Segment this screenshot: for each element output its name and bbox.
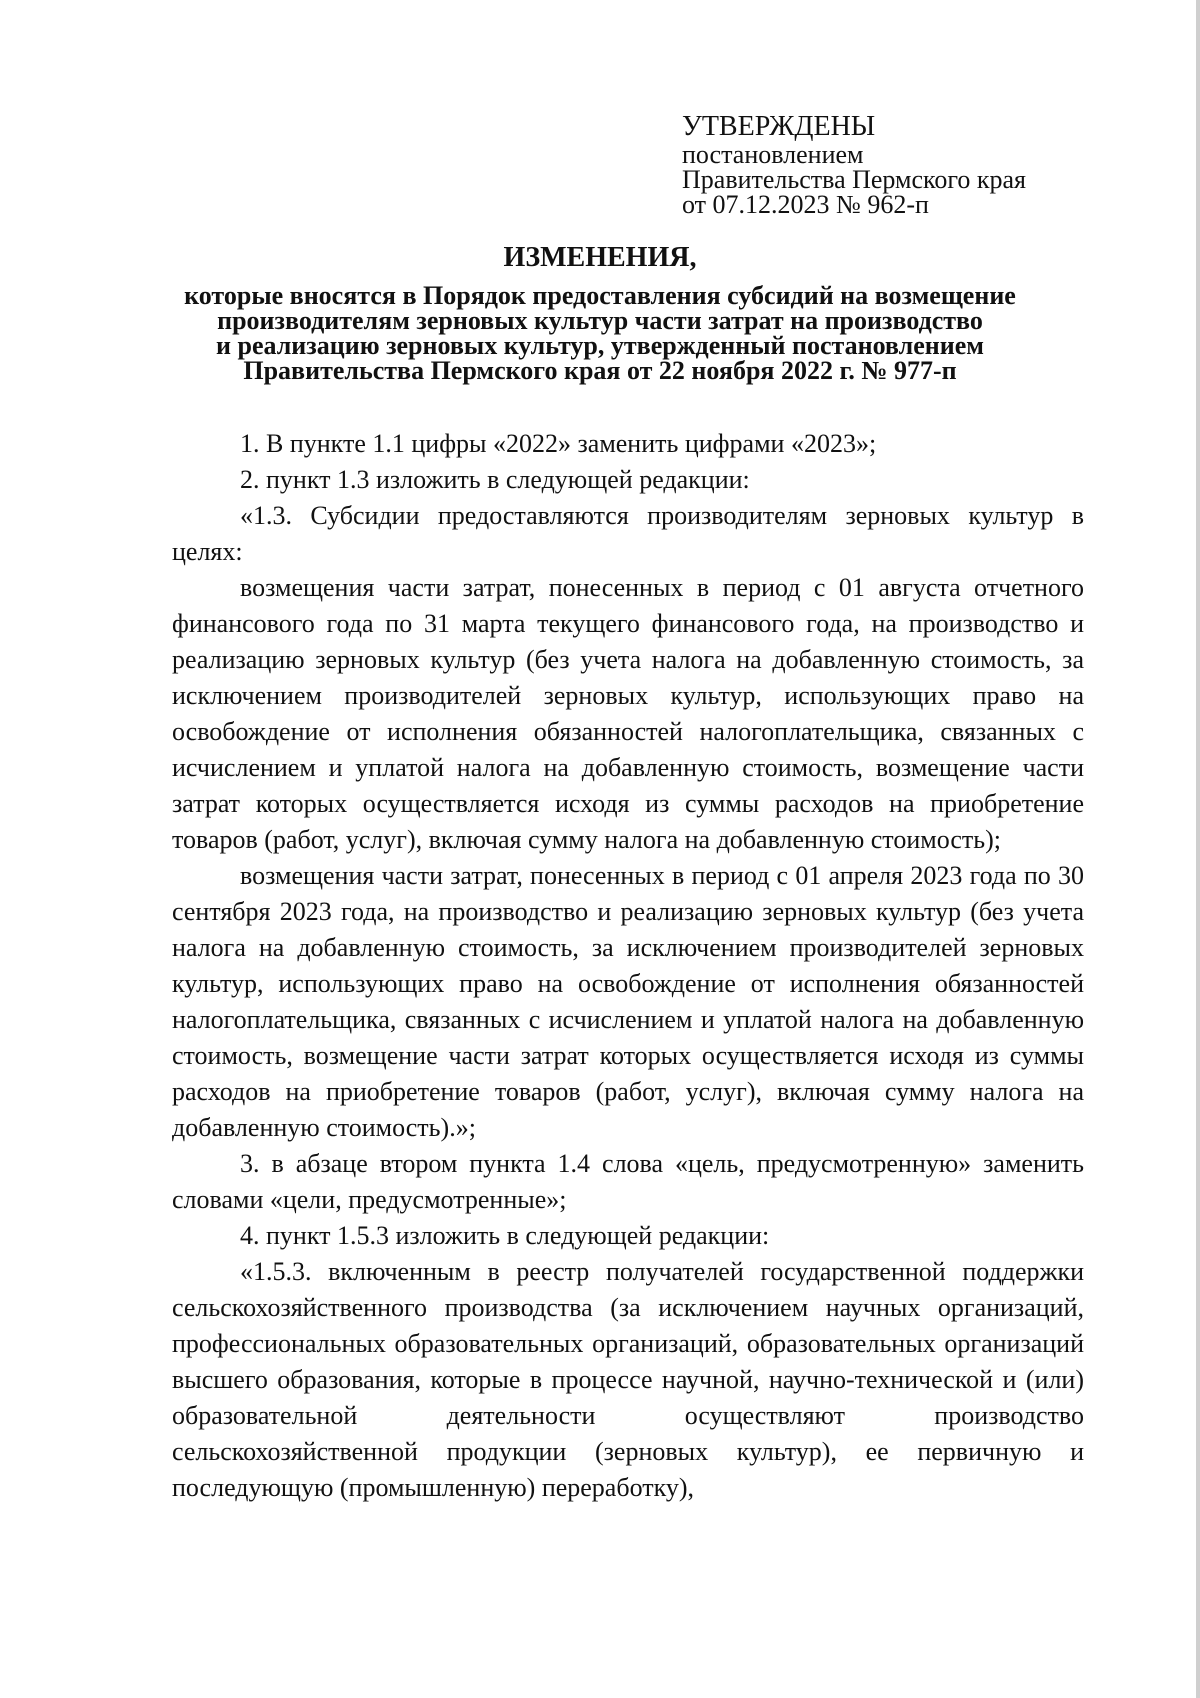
paragraph-1: 1. В пункте 1.1 цифры «2022» заменить цифрами «2023»; bbox=[240, 429, 877, 458]
approval-stamp-block bbox=[682, 112, 1152, 217]
paragraph-6: 3. в абзаце втором пункта 1.4 слова «цель, предусмотренную» заменить словами «цели, предусмотренные»; bbox=[172, 1149, 1084, 1214]
paragraph-8: «1.5.3. включенным в реестр получателей государственной поддержки сельскохозяйственного производства (за исключением научных организаций, профессиональных образовательных организаций, образовательных организаций высшего образования, которые в процессе научной, научно-технической и (или) образовательной деятельности осуществляют производство сельскохозяйственной продукции (зерновых культур), ее первичную и последующую (промышленную) переработку), bbox=[172, 1257, 1084, 1502]
approval-line-1: постановлением bbox=[682, 140, 864, 169]
subtitle-line-3: и реализацию зерновых культур, утвержденный постановлением bbox=[216, 331, 984, 360]
paragraph-7: 4. пункт 1.5.3 изложить в следующей редакции: bbox=[240, 1221, 770, 1250]
subtitle-line-4: Правительства Пермского края от 22 ноября 2022 г. № 977-п bbox=[243, 356, 957, 385]
subtitle-line-2: производителям зерновых культур части затрат на производство bbox=[217, 306, 983, 335]
approval-line-3: от 07.12.2023 № 962-п bbox=[682, 190, 929, 219]
approval-title: УТВЕРЖДЕНЫ bbox=[682, 111, 876, 142]
subtitle-line-1: которые вносятся в Порядок предоставления субсидий на возмещение bbox=[184, 281, 1016, 310]
document-subtitle bbox=[150, 283, 1050, 383]
paragraph-4: возмещения части затрат, понесенных в период с 01 августа отчетного финансового года по 31 марта текущего финансового года, на производство и реализацию зерновых культур (без учета налога на добавленную стоимость, за исключением производителей зерновых культур, использующих право на освобождение от исполнения обязанностей налогоплательщика, связанных с исчислением и уплатой налога на добавленную стоимость, возмещение части затрат которых осуществляется исходя из суммы расходов на приобретение товаров (работ, услуг), включая сумму налога на добавленную стоимость); bbox=[172, 573, 1084, 854]
document-title: ИЗМЕНЕНИЯ, bbox=[503, 242, 697, 273]
page-edge-shadow bbox=[1196, 0, 1200, 1698]
document-body bbox=[172, 426, 1084, 1506]
paragraph-3: «1.3. Субсидии предоставляются производителям зерновых культур в целях: bbox=[172, 501, 1084, 566]
approval-line-2: Правительства Пермского края bbox=[682, 165, 1026, 194]
paragraph-5: возмещения части затрат, понесенных в период с 01 апреля 2023 года по 30 сентября 2023 года, на производство и реализацию зерновых культур (без учета налога на добавленную стоимость, за исключением производителей зерновых культур, использующих право на освобождение от исполнения обязанностей налогоплательщика, связанных с исчислением и уплатой налога на добавленную стоимость, возмещение части затрат которых осуществляется исходя из суммы расходов на приобретение товаров (работ, услуг), включая сумму налога на добавленную стоимость).»; bbox=[172, 861, 1084, 1142]
paragraph-2: 2. пункт 1.3 изложить в следующей редакции: bbox=[240, 465, 750, 494]
